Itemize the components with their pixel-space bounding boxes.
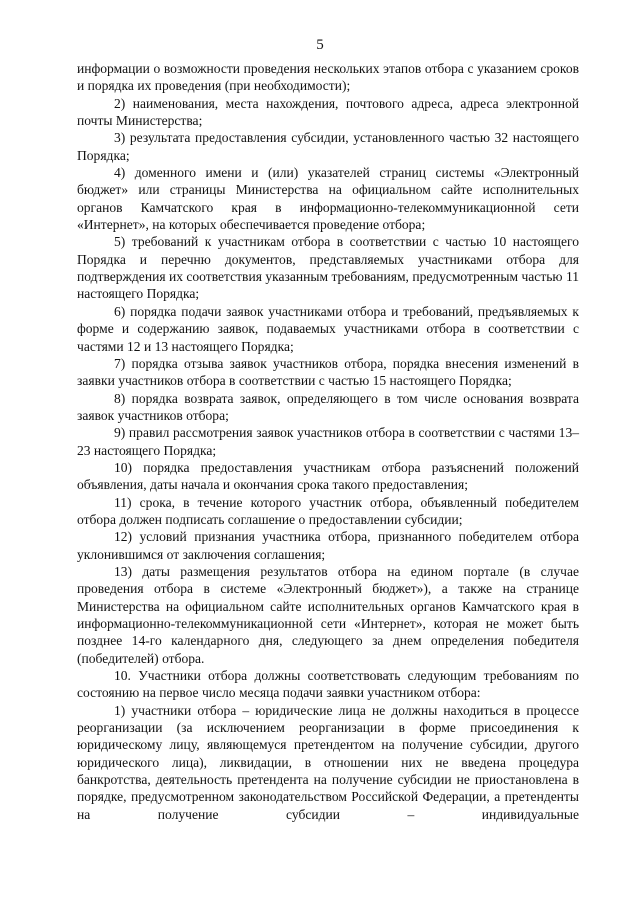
paragraph: 9) правил рассмотрения заявок участников отбора в соответствии с частями 13–23 настоящего Порядка; xyxy=(77,425,579,458)
paragraph: 3) результата предоставления субсидии, установленного частью 32 настоящего Порядка; xyxy=(77,130,579,163)
paragraph: 11) срока, в течение которого участник отбора, объявленный победителем отбора должен подписать соглашение о предоставлении субсидии; xyxy=(77,494,579,527)
paragraph: информации о возможности проведения нескольких этапов отбора с указанием сроков и порядка их проведения (при необходимости); xyxy=(77,61,579,94)
document-body xyxy=(77,60,579,823)
paragraph: 12) условий признания участника отбора, признанного победителем отбора уклонившимся от заключения соглашения; xyxy=(77,529,579,562)
paragraph: 6) порядка подачи заявок участниками отбора и требований, предъявляемых к форме и содержанию заявок, подаваемых участниками отбора в соответствии с частями 12 и 13 настоящего Порядка; xyxy=(77,303,579,354)
paragraph: 7) порядка отзыва заявок участников отбора, порядка внесения изменений в заявки участников отбора в соответствии с частью 15 настоящего Порядка; xyxy=(77,355,579,389)
paragraph: 10) порядка предоставления участникам отбора разъяснений положений объявления, даты начала и окончания срока такого предоставления; xyxy=(77,459,579,493)
paragraph: 10. Участники отбора должны соответствовать следующим требованиям по состоянию на первое число месяца подачи заявки участником отбора: xyxy=(77,668,579,701)
paragraph: 5) требований к участникам отбора в соответствии с частью 10 настоящего Порядка и перечню документов, представляемых участниками отбора для подтверждения их соответствия указанным требованиям, предусмотренным частью 11 настоящего Порядка; xyxy=(77,234,579,302)
paragraph: 8) порядка возврата заявок, определяющего в том числе основания возврата заявок участников отбора; xyxy=(77,390,579,423)
page-number: 5 xyxy=(316,37,324,53)
paragraph: 13) даты размещения результатов отбора на едином портале (в случае проведения отбора в системе «Электронный бюджет»), а также на странице Министерства на официальном сайте исполнительных органов Камчатского края в информационно-телекоммуникационной сети «Интернет», которая не может быть позднее 14-го календарного дня, следующего за днем определения победителя (победителей) отбора. xyxy=(77,563,579,666)
paragraph: 4) доменного имени и (или) указателей страниц системы «Электронный бюджет» или страницы Министерства на официальном сайте исполнительных органов Камчатского края в информационно-телекоммуникационной сети «Интернет», на которых обеспечивается проведение отбора; xyxy=(77,165,579,233)
paragraph: 1) участники отбора – юридические лица не должны находиться в процессе реорганизации (за исключением реорганизации в форме присоединения к юридическому лицу, являющемуся претендентом на получение субсидии, другого юридического лица), ликвидации, в отношении них не введена процедура банкротства, деятельность претендента на получение субсидии не приостановлена в порядке, предусмотренном законодательством Российской Федерации, а претенденты на получение субсидии – индивидуальные xyxy=(77,702,579,822)
paragraph: 2) наименования, места нахождения, почтового адреса, адреса электронной почты Министерства; xyxy=(77,95,579,129)
